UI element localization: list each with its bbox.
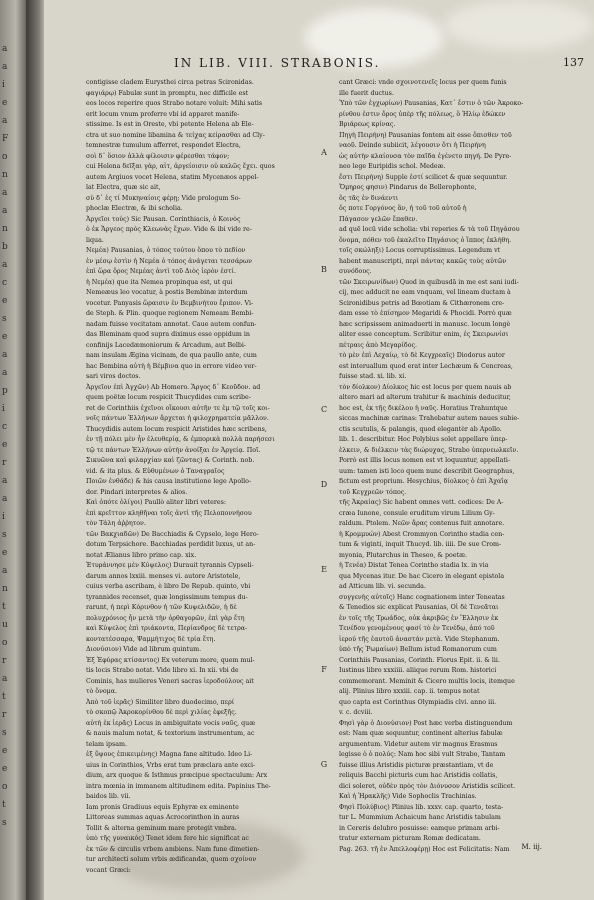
text-line: vocetur. Panyasis ὥραισιν ἐν Βεμβινήτου ἔριπον. Vi- — [86, 299, 254, 307]
text-line: phoclæ Electræ, & ibi scholia. — [86, 205, 183, 212]
text-line: ἐξ ὕψους ἐπικειμένης) Magna fane altitudo. Ideo Li- — [86, 751, 253, 758]
text-line: Ἀργεῖοι τούς) Sic Pausan. Corinthiacis, ὁ Κοινὸς — [86, 215, 241, 223]
previous-page-letter: i — [2, 404, 5, 414]
text-line: tyrannides recenset, quæ longissimum tempus du- — [86, 593, 248, 601]
page-header — [174, 56, 584, 76]
text-line: Ἐξ Ἐφύρας κτίσαντος) Ex veterum more, quem mul- — [86, 656, 255, 664]
text-line: τὸ μὲν ἐπὶ Λεχαίῳ, τὸ δὲ Κεγχρεαῖς) Diodorus autor — [339, 352, 505, 359]
text-line: τοῖς σκώληξι) Locus corruptissimus. Legendum vt — [339, 247, 501, 254]
signature-mark: M. iij. — [521, 843, 542, 851]
text-line: stissime. Is est in Oreste, vbi petente Helena ab Ele- — [86, 121, 254, 128]
previous-page-letter: e — [2, 296, 8, 306]
text-line: dotum Terpsichore. Bacchiadas perdidit luxus, ut an- — [86, 541, 256, 548]
text-line: Πάγασον γελῶν ἔπαθεν. — [339, 215, 418, 223]
text-line: rarunt, ἡ περὶ Κόρινθον ἡ τῶν Κυψελιδῶν, ἡ δὲ — [86, 604, 237, 611]
text-line: ἡ Κρομμυών) Abest Crommyon Corintho stadia cen- — [339, 530, 505, 538]
text-line: ἑλκειν, & διέλκειν τὰς διώρυχας, Strabo ὑπερνεωλκεῖν. — [339, 446, 519, 454]
previous-page-letter: a — [2, 674, 8, 684]
text-line: baidos lib. vii. — [86, 793, 131, 800]
text-line: Βριάρεως κρίνας. — [339, 121, 396, 128]
text-line: dor. Pindari interpretes & alios. — [86, 488, 188, 496]
text-line: cant Græci: vnde σχοινοτενεῖς locus per quem funis — [339, 79, 507, 86]
text-line: νοῖς πάντων Ἑλλήνων ἄρχεται ἡ φιλοχρηματεία μᾶλλον. — [86, 415, 269, 422]
text-line: alij. Plinius libro xxxiii. cap. ii. tempus notat — [339, 688, 480, 695]
text-line: ἡ Τενέα) Distat Tenea Corintho stadia lx. in via — [339, 562, 489, 569]
text-line: Corinthiis Pausanias, Corinth. Florus Epit. ii. & lii. — [339, 656, 500, 664]
text-line: τὸν Τάλη ἀῤῥητον. — [86, 520, 146, 527]
previous-page-letter: e — [2, 440, 8, 450]
text-line: σὺ δ᾽ ἐς τί Μυκηναίοις φέρῃ; Vide prologum So- — [86, 194, 241, 202]
previous-page-letter: o — [2, 782, 8, 792]
text-line: altero mari ad alterum trahitur & machinis deducitur, — [339, 394, 511, 401]
previous-page-letter: s — [2, 314, 7, 324]
previous-page-letter: s — [2, 530, 7, 540]
page-number: 137 — [563, 56, 584, 69]
text-line: ad Atticum lib. vi. secunda. — [339, 583, 426, 590]
text-line: myonia, Plutarchus in Theseo, & poetæ. — [339, 551, 468, 559]
text-line: est interuallum quod erat inter Lechæum & Cencreas, — [339, 362, 513, 370]
text-line: συνόδους. — [339, 268, 372, 275]
text-line: hoc est, ἐκ τῆς δικέλου ἡ ναῦς. Horatius Trahuntque — [339, 404, 508, 412]
text-line: πέτραις ἀπὸ Μεγαρίδος. — [339, 341, 418, 349]
text-line: Scironidibus petris ad Bœotiam & Cithæronem cre- — [339, 299, 505, 307]
previous-page-letter: e — [2, 764, 8, 774]
text-line: ὅνομα, πόθεν τοῦ ἐκαλεῖτο Πηγάσιος ὁ ἵππος ἐκλήθη. — [339, 236, 512, 244]
text-line: commemorant. Meminit & Cicero multis locis, itemque — [339, 677, 515, 685]
text-line: τῶν Βακχιαδῶν) De Bacchiadis & Cypselo, lege Hero- — [86, 530, 259, 538]
text-line: siccas machinæ carinas: Trahebatur autem naues subie- — [339, 415, 520, 422]
previous-page-letter: e — [2, 746, 8, 756]
previous-page-text-edge — [2, 40, 24, 832]
previous-page-letter: a — [2, 206, 8, 216]
text-line: ναοῦ. Deinde subiicit, λέγουσιν ὅτι ἡ Πειρήνη — [339, 142, 486, 149]
margin-letter: G — [320, 760, 328, 769]
previous-page-letter: p — [2, 386, 8, 396]
text-line: τὸ ὄνομα. — [86, 688, 118, 695]
previous-page-edge — [0, 0, 26, 900]
text-line: τὸν δίολκον) Δίολκος hic est locus per quem nauis ab — [339, 383, 512, 391]
text-line: das Bleminam quod supra diximus esse oppidum in — [86, 331, 250, 338]
text-line: Τενέδου γενομένους φασί τὸ ἐν Τενέδῳ, ἀπό τοῦ — [339, 625, 495, 632]
text-line: Tollit & alterna geminum mare protegit vmbra. — [86, 824, 237, 832]
text-line: habent manuscripti, περὶ πάντας κακῶς τοὺς αὐτῶν — [339, 257, 507, 265]
text-line: Ὅμηρος φησιν) Pindarus de Bellerophonte, — [339, 184, 477, 191]
text-line: ctis scutulis, & palangis, quod elegantèr ab Apollo. — [339, 425, 502, 433]
text-line: fictum est proprium. Hesychius, δίολκος ὁ ἐπὶ Ἀχαΐᾳ — [339, 478, 508, 485]
text-line: Ποιῶν ἐνθάδε) & his causa institutione lege Apollo- — [86, 478, 252, 485]
text-line: ille fuerit ductus. — [339, 89, 394, 97]
text-line: cui Helena δεῖξαι γὰρ, αἰτ, ἀργείοισιν οὐ καλῶς ἔχει. quos — [86, 163, 275, 170]
text-line: dici soleret, οὐδὲν πρὸς τὸν Διόνυσον Aristidis scilicet. — [339, 782, 516, 790]
text-line: Καὶ ὁπότε ὀλίγοι) Paullò aliter libri veteres: — [86, 499, 226, 506]
previous-page-letter: e — [2, 332, 8, 342]
book-page — [44, 0, 594, 900]
text-line: liqua. — [86, 236, 104, 244]
text-line: cij, mec adducit ne eam vnquam, vel lineam ductam à — [339, 289, 511, 296]
previous-page-letter: r — [2, 710, 7, 720]
text-line: ctra ut suo nomine libamina & τείχας κείρασθαι ad Cly- — [86, 131, 265, 139]
text-line: legisse ὁ ὁ πολύς: Nam hoc sibi vult Strabo, Tantam — [339, 751, 506, 758]
text-line: ὑπὸ τῆς γυναικός) Tenet idem fere hic significat ac — [86, 835, 249, 842]
text-line: Φησὶ Πολύβιος) Plinius lib. xxxv. cap. quarto, testa- — [339, 803, 504, 811]
text-line: ρίνθου ἐστιν ὄρος ὑπὲρ τῆς πόλεως, ὃ Ἡλίῳ ἐδώκεν — [339, 110, 506, 118]
previous-page-letter: a — [2, 368, 8, 378]
running-title: IN LIB. VIII. STRABONIS. — [174, 56, 381, 70]
previous-page-letter: n — [2, 224, 8, 234]
text-line: Φησὶ γὰρ ὁ Διονύσιον) Post hæc verba distinguendum — [339, 719, 513, 727]
text-line: cræa Iunone, consule eruditum virum Lilium Gy- — [339, 509, 495, 517]
previous-page-letter: e — [2, 548, 8, 558]
text-line: darum annos lxxiii. menses vi. autore Aristotele, — [86, 572, 241, 580]
previous-page-letter: b — [2, 242, 8, 252]
text-line: aliter esse conceptum. Scribitur enim, ἐς Σκειρωνίσι — [339, 331, 509, 338]
text-line: ἐν τῇ πόλει μὲν ἦν ἐλευθερίᾳ, & ἐμπορικὰ πολλὰ παρήσεσι — [86, 436, 275, 443]
text-line: quo capta est Corinthus Olympiadis clvi. anno iii. — [339, 698, 497, 706]
previous-page-letter: a — [2, 116, 8, 126]
previous-page-letter: n — [2, 170, 8, 180]
text-line: τὸ σκοπῷ Ἀκροκορίνθου δὲ περὶ χιλίας ἐφεξῆς. — [86, 709, 237, 716]
text-line: Pag. 263. τῆ ἐν Ἀπελλοφέρῃ) Hoc est Felicitatis: Nam — [339, 845, 510, 853]
text-line: ad quē locū vide scholia: vbi reperies & τὰ τοῦ Πηγάσου — [339, 226, 520, 233]
text-line: vocant Græci: — [86, 866, 131, 874]
margin-letter: C — [320, 405, 328, 414]
text-line: hæc scripsissem animaduerti in manusc. locum longè — [339, 320, 511, 328]
text-line: fuisse stad. xi. lib. xi. — [339, 373, 407, 380]
text-line: fuisse illius Aristidis picturæ præstantiam, vt de — [339, 761, 494, 769]
previous-page-letter: o — [2, 152, 8, 162]
text-line: dam esse τὸ ἐπίσημον Megaridi & Phocidi. Porrò quæ — [339, 310, 512, 317]
left-column — [86, 78, 310, 876]
text-line: v. c. dcviii. — [339, 709, 373, 716]
previous-page-letter: s — [2, 728, 7, 738]
text-line: nam insulam Ægina vicinam, de qua paullo ante, cum — [86, 352, 257, 359]
margin-letter: B — [321, 265, 327, 274]
text-line: συγγενὴς αὐτοῖς) Hanc cognationem inter Teneatas — [339, 593, 505, 601]
previous-page-letter: a — [2, 350, 8, 360]
text-line: intra mœnia in immanem altitudinem edita. Papinius The- — [86, 782, 271, 790]
text-line: φαγιάρῳ) Fabulæ sunt in promptu, nec difficile est — [86, 89, 249, 97]
text-line: κοντατέσσαρα, Ψαμμήτιχος δὲ τρία ἔτη. — [86, 635, 216, 643]
text-line: ὡς αὐτὴν κλαίουσα τὸν παῖδα ἐγένετο πηγή. De Pyre- — [339, 152, 512, 160]
text-line: tum & viginti, inquit Thucyd. lib. iiii. De sue Crom- — [339, 541, 502, 548]
text-line: quem poëtæ locum respicit Thucydides cum scribe- — [86, 394, 251, 401]
text-line: & nauis malum notat, & textorium instrumentum, ac — [86, 730, 255, 737]
text-line: Ἐτυράννησε μὲν Κύψελος) Durauit tyrannis Cypseli- — [86, 562, 254, 569]
text-line: ἐν μέσῳ ἐστὶν ἡ Νεμέα ὁ τόπος ἀνάγεται τεσσάρων — [86, 257, 252, 265]
text-line: ἔστι Πειρήνη) Supple ἐστί scilicet & quæ sequuntur. — [339, 173, 508, 181]
text-line: Διονύσιον) Vide ad librum quintum. — [86, 646, 202, 653]
text-line: Porrò est illis locus nomen est vt loquuntur, appellati- — [339, 457, 511, 464]
text-line: ἐν τοῖς τῆς Τρωάδος, οὐκ ἀκριβῶς ἐν Ἕλλησιν ἐκ — [339, 614, 499, 622]
previous-page-letter: F — [2, 134, 9, 144]
text-line: qua Mycenas itur. De hac Cicero in elegant epistola — [339, 572, 505, 580]
text-line: Ὑπὸ τῶν ἐγχωρίων) Pausanias, Κατ᾽ ἔστιν ὁ τῶν Ἀκροκο- — [339, 100, 524, 107]
text-line: ὃς τᾶς ἐν δινάεντι — [339, 194, 399, 202]
text-line: Ἀπὸ τοῦ ἱερᾶς) Similiter libro duodecimo, περί — [86, 698, 235, 706]
previous-page-letter: r — [2, 458, 7, 468]
margin-letter: A — [321, 148, 327, 157]
text-line: in Cereris delubro posuisse: eamque primam arbi- — [339, 824, 500, 832]
text-line: Καὶ ἡ Ἡρακλῆς) Vide Sophoclis Trachinias. — [339, 793, 477, 800]
text-line: τοῦ Κεγχρεῶν τόπος. — [339, 488, 407, 496]
text-line: telam ipsam. — [86, 740, 128, 748]
text-line: lib. 1. describitur. Hoc Polybius solet appellare ὑπερ- — [339, 436, 508, 443]
previous-page-letter: e — [2, 98, 8, 108]
text-line: cuius verba ascribam, è libro De Repub. quinto, vbi — [86, 583, 251, 590]
text-line: erit locum vnum proferre vbi id apparet manife- — [86, 110, 240, 118]
text-line: uius in Corinthios, Vrbs erat tum præclara ante exci- — [86, 761, 256, 769]
text-line: autem Argiuos vocet Helena, statim Mycenæos appel- — [86, 173, 259, 181]
text-line: vid. & ita plus. & Εὐθυμένων ὁ Ταναγραῖος — [86, 467, 225, 475]
previous-page-letter: a — [2, 44, 8, 54]
previous-page-letter: a — [2, 62, 8, 72]
previous-page-letter: a — [2, 494, 8, 504]
text-line: nadam fuisse vocitatam annotat. Caue autem confun- — [86, 320, 257, 328]
previous-page-letter: u — [2, 620, 8, 630]
text-line: tur L. Mummium Achaicum hanc Aristidis tabulam — [339, 814, 501, 821]
text-line: uum: tamen isti loco quem nunc describit Geographus, — [339, 467, 515, 475]
text-line: ὑπὸ τῆς Ῥωμαίων) Bellum istud Romanorum cum — [339, 646, 497, 653]
text-line: est: Nam quæ sequuntur, continent alterius fabulæ — [339, 730, 503, 737]
text-line: καὶ Κύψελος ἐπὶ τριάκοντα, Περίανδρος δὲ τετρα- — [86, 625, 248, 632]
text-line: πολυχρόνιος ἦν μετὰ τὴν ὀρθαγορῶν, ἐπὶ γὰρ ἔτη — [86, 614, 245, 622]
text-line: Littoreas summas aquas Acrocorinthon in auras — [86, 814, 240, 821]
text-line: sari viros doctos. — [86, 373, 141, 380]
text-line: σοὶ δ᾽ ὅσιον ἀλλὰ φίλοισιν φέρεσθαι τάφον; — [86, 152, 230, 160]
text-line: tur architecti solum vrbis ædificandæ, quem σχοίνον — [86, 856, 257, 863]
previous-page-letter: t — [2, 602, 6, 612]
text-line: τῶν Σκειρωνίδων) Quod in quibusdā in me est sani iudi- — [339, 278, 519, 286]
text-line: tratur externam picturam Romæ dedicatam. — [339, 835, 481, 842]
margin-letter: E — [321, 565, 327, 574]
book-gutter — [26, 0, 44, 900]
text-line: confinijs Lacedæmoniorum & Arcadum, aut Belbi- — [86, 341, 247, 349]
text-line: lat Electra, quæ sic ait, — [86, 184, 161, 191]
text-line: Σικυῶνα καὶ φιλαρχίαν καὶ ζῶντας) & Corinth. nob. — [86, 457, 255, 464]
text-line: & Tenedios sic explicat Pausanias, Οἱ δὲ Τενεᾶται — [339, 604, 499, 611]
text-line: ἐπὶ κρεῖττον κληθῆναι τοῖς ἀντὶ τῆς Πελοποννήσου — [86, 509, 252, 517]
text-line: Iam pronis Gradiuus equis Ephyræ ex eminente — [86, 803, 239, 811]
text-line: Nemeæus leo vocatur, à postis Bembinæ interdum — [86, 289, 248, 296]
text-line: ἐκ τῶν & circulis vrbem ambiens. Nam fune dimetien- — [86, 845, 260, 853]
text-line: de Steph. & Plin. quoque regionem Nemeam Bembi- — [86, 310, 254, 317]
text-line: τῆς Ἀκραίας) Sic habent omnes vett. codices: De A- — [339, 499, 504, 506]
text-line: Ἀργεῖον ἐπὶ Ἀγχῶν) Ab Homero. Ἄργος δ᾽ Κεοῦδον. ad — [86, 383, 261, 391]
text-line: eos locos reperire quos Strabo notare voluit: Mihi satis — [86, 100, 263, 107]
text-line: Πηγὴ Πειρήνη) Pausanias fontem ait esse ὄπισθεν τοῦ — [339, 131, 512, 139]
previous-page-letter: o — [2, 638, 8, 648]
text-line: Cominis, has mulieres Veneri sacras ἱεροδούλους ait — [86, 677, 254, 685]
previous-page-letter: r — [2, 656, 7, 666]
previous-page-letter: s — [2, 818, 7, 828]
text-line: contigisse cladem Eurysthei circa petras Scironidas. — [86, 79, 254, 86]
text-line: ὁ ἐκ Ἄργεος πρὸς Κλεωνὰς ἔχων. Vide & ibi vide re- — [86, 226, 252, 233]
previous-page-letter: t — [2, 800, 6, 810]
text-line: ὅς ποτε Γοργόνος ἂν, ἡ τοῦ τοῦ αὐτοῦ ἡ — [339, 205, 467, 212]
previous-page-letter: i — [2, 512, 5, 522]
text-line: notat Ælianus libro primo cap. xix. — [86, 551, 197, 559]
previous-page-letter: a — [2, 188, 8, 198]
previous-page-letter: i — [2, 80, 5, 90]
right-column — [339, 78, 563, 855]
text-line: τῷ τε πάντων Ἑλλήνων αὐτὴν ἀνοίξαι ἐν Ἀργείᾳ. Ποῖ. — [86, 446, 261, 454]
text-line: hac Bembina αὐτὴ ἡ Βέμβινα quo in errore video ver- — [86, 362, 257, 370]
previous-page-letter: t — [2, 692, 6, 702]
margin-letter: D — [320, 480, 328, 489]
text-line: ἐπὶ ὥρα ὄρος Νεμέας ἀντὶ τοῦ Διὸς ἱερὸν ἐστί. — [86, 268, 236, 275]
previous-page-letter: a — [2, 566, 8, 576]
text-line: Νεμέα) Pausanias, ὁ τόπος τούτου ὅπου τὸ πεδίον — [86, 247, 246, 254]
text-line: neo lege Euripidis schol. Medeæ. — [339, 163, 446, 170]
paper-stain — [444, 0, 594, 50]
margin-letter: F — [321, 665, 327, 674]
text-line: Thucydidis autem locum respicit Aristides hæc scribens, — [86, 425, 267, 433]
text-line: reliquis Bacchi picturis cum hac Aristidis collatis, — [339, 772, 498, 779]
previous-page-letter: c — [2, 422, 8, 432]
text-line: tis locis Strabo notat. Vide libro xi. In xii. vbi de — [86, 667, 239, 674]
text-line: ἡ Νεμέα) que ita Nemea propinqua est, ut qui — [86, 278, 233, 286]
previous-page-letter: c — [2, 278, 8, 288]
text-line: raldum. Ptolem. Νεῶν ἅρας contenus fuit annotare. — [339, 520, 505, 527]
text-line: ret de Corinthiis ἐχεῖνοι οἴκουσι αὐτῆν τε ἐμ τῷ τοῖς κοι- — [86, 404, 270, 412]
text-line: Iustinus libro xxxiiii. aliique rerum Rom. historici — [339, 667, 497, 674]
text-line: dium, arx quoque & Isthmus præcipue spectaculum: Arx — [86, 772, 268, 779]
text-line: argumentum. Videtur autem vir magnus Erasmus — [339, 740, 498, 748]
previous-page-letter: n — [2, 584, 8, 594]
previous-page-letter: a — [2, 476, 8, 486]
text-line: ἰερού τῆς ἑαυτοῦ ἀναστάν μετὰ. Vide Stephanum. — [339, 635, 500, 643]
text-line: temnestræ tumulum afferret, respondet Electra, — [86, 142, 241, 149]
previous-page-letter: a — [2, 260, 8, 270]
text-line: αὐτὴ ἐκ ἱερᾶς) Locus in ambiguitate vocis ναῦς, quæ — [86, 719, 256, 727]
